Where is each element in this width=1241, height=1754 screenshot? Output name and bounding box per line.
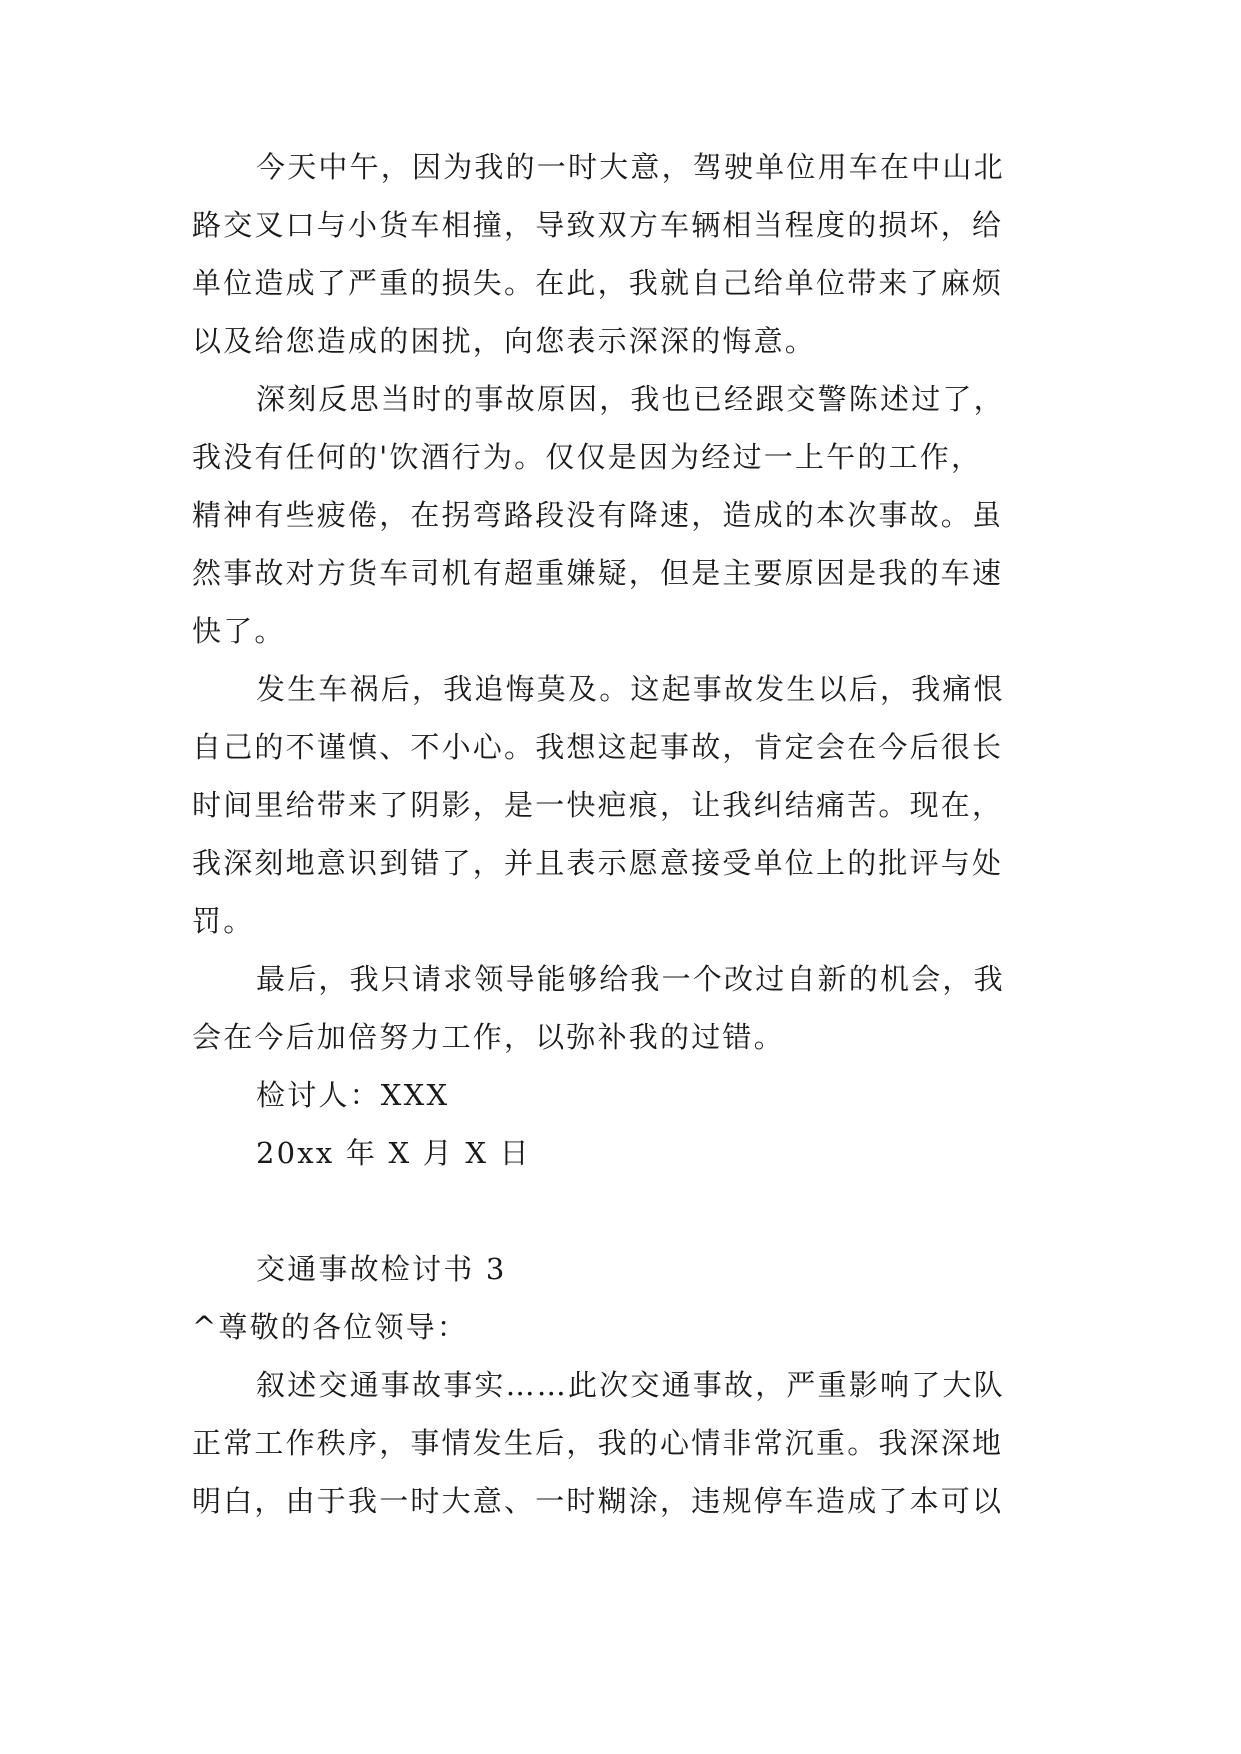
text-line: 自己的不谨慎、不小心。我想这起事故，肯定会在今后很长	[192, 730, 1004, 764]
salutation: ^尊敬的各位领导：	[192, 1310, 469, 1344]
text-line: 以及给您造成的困扰，向您表示深深的悔意。	[192, 324, 817, 358]
text-line: 叙述交通事故事实……此次交通事故，严重影响了大队	[256, 1368, 1005, 1402]
text-line: 我深刻地意识到错了，并且表示愿意接受单位上的批评与处	[192, 846, 1004, 880]
date-line: 20xx 年 X 月 X 日	[256, 1136, 531, 1170]
text-line: 明白，由于我一时大意、一时糊涂，违规停车造成了本可以	[192, 1484, 1004, 1518]
text-line: 最后，我只请求领导能够给我一个改过自新的机会，我	[256, 962, 1005, 996]
text-line: 罚。	[192, 904, 255, 938]
text-line: 今天中午，因为我的一时大意，驾驶单位用车在中山北	[256, 150, 1005, 184]
text-line: 然事故对方货车司机有超重嫌疑，但是主要原因是我的车速	[192, 556, 1004, 590]
text-line: 会在今后加倍努力工作，以弥补我的过错。	[192, 1020, 785, 1054]
signature-line: 检讨人：XXX	[256, 1078, 450, 1112]
text-line: 深刻反思当时的事故原因，我也已经跟交警陈述过了，	[256, 382, 1005, 416]
text-line: 我没有任何的'饮酒行为。仅仅是因为经过一上午的工作，	[192, 440, 983, 474]
text-line: 发生车祸后，我追悔莫及。这起事故发生以后，我痛恨	[256, 672, 1005, 706]
text-line: 路交叉口与小货车相撞，导致双方车辆相当程度的损坏，给	[192, 208, 1004, 242]
text-line: 正常工作秩序，事情发生后，我的心情非常沉重。我深深地	[192, 1426, 1004, 1460]
text-line: 精神有些疲倦，在拐弯路段没有降速，造成的本次事故。虽	[192, 498, 1004, 532]
text-line: 快了。	[192, 614, 286, 648]
text-line: 单位造成了严重的损失。在此，我就自己给单位带来了麻烦	[192, 266, 1004, 300]
text-line: 时间里给带来了阴影，是一快疤痕，让我纠结痛苦。现在，	[192, 788, 1004, 822]
section-title: 交通事故检讨书 3	[256, 1252, 507, 1286]
